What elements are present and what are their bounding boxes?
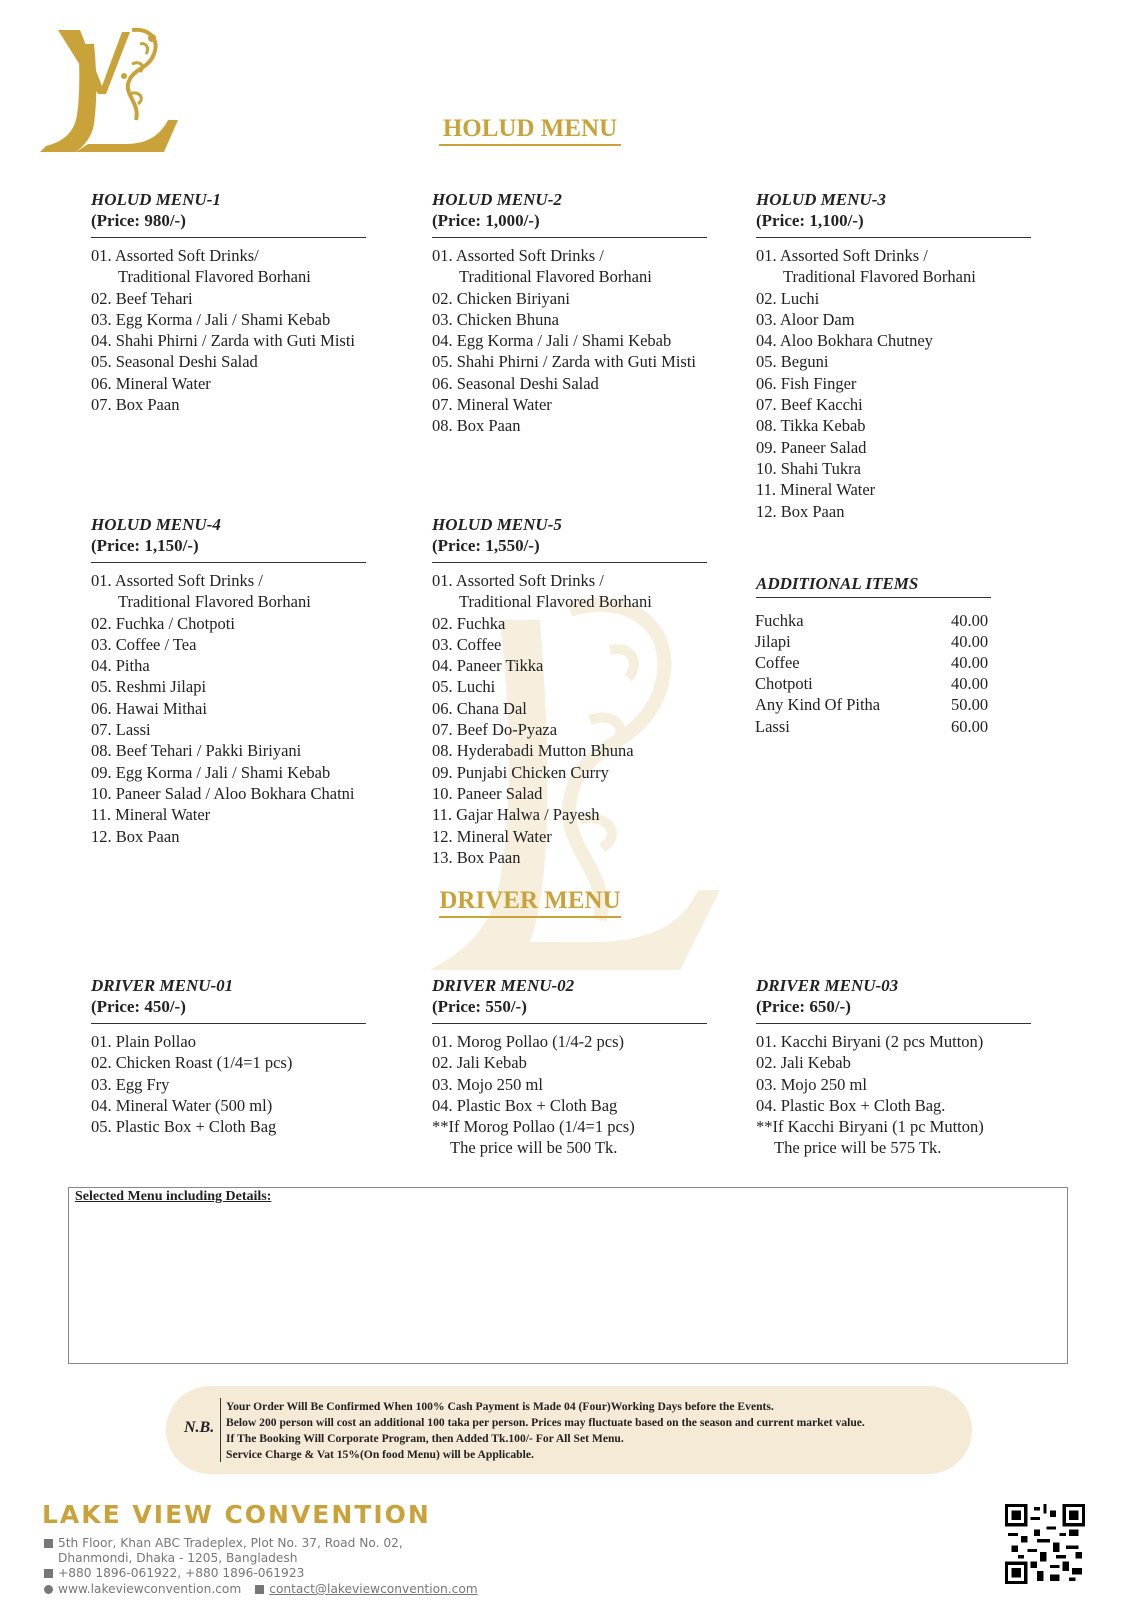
list-item: 06. Hawai Mithai [91,698,207,718]
list-item: 08. Hyderabadi Mutton Bhuna [432,741,634,761]
list-item: 02. Fuchka / Chotpoti [91,613,235,633]
nb-line: If The Booking Will Corporate Program, then Added Tk.100/- For All Set Menu. [226,1432,624,1445]
list-item: 08. Tikka Kebab [756,416,866,436]
list-item: 02. Chicken Roast (1/4=1 pcs) [91,1053,293,1073]
location-icon [44,1539,53,1548]
menu-title: DRIVER MENU-02 [432,976,575,995]
list-item: 04. Shahi Phirni / Zarda with Guti Misti [91,331,355,351]
list-item: 09. Egg Korma / Jali / Shami Kebab [91,762,331,782]
list-item: 05. Plastic Box + Cloth Bag [91,1117,277,1137]
list-item: 05. Beguni [756,352,829,372]
list-item: 09. Punjabi Chicken Curry [432,762,609,782]
holud-menu-2 [432,189,722,437]
list-item: 07. Lassi [91,720,151,740]
list-item: 02. Fuchka [432,613,506,633]
list-item: 05. Seasonal Deshi Salad [91,352,258,372]
list-item: **If Morog Pollao (1/4=1 pcs) The price will be 500 Tk. [432,1117,635,1158]
list-item: 01. Assorted Soft Drinks / Traditional Flavored Borhani [756,246,976,287]
list-item: 04. Egg Korma / Jali / Shami Kebab [432,331,672,351]
selected-menu-label: Selected Menu including Details: [75,1189,272,1204]
lake-view-logo [36,24,186,159]
list-item: 12. Box Paan [91,826,180,846]
holud-menu-4 [91,514,381,847]
list-item: 04. Mineral Water (500 ml) [91,1095,273,1115]
menu-title: HOLUD MENU-2 [432,190,562,209]
list-item: 11. Mineral Water [91,805,211,825]
menu-price: (Price: 1,550/-) [432,536,540,555]
list-item: 03. Coffee [432,634,502,654]
list-item: 01. Assorted Soft Drinks / Traditional Flavored Borhani [91,571,311,612]
list-item: 12. Box Paan [756,501,845,521]
footer-email[interactable]: contact@lakeviewconvention.com [269,1582,478,1596]
nb-note [166,1386,972,1474]
driver-menu-02 [432,975,722,1159]
list-item: 03. Mojo 250 ml [756,1074,867,1094]
menu-price: (Price: 1,150/-) [91,536,199,555]
menu-price: (Price: 980/-) [91,211,186,230]
list-item: 07. Box Paan [91,395,180,415]
list-item: 03. Aloor Dam [756,309,855,329]
list-item: 04. Plastic Box + Cloth Bag. [756,1095,946,1115]
list-item: 03. Mojo 250 ml [432,1074,543,1094]
list-item: 08. Beef Tehari / Pakki Biriyani [91,741,302,761]
nb-line: Service Charge & Vat 15%(On food Menu) will be Applicable. [226,1448,534,1461]
menu-price: (Price: 650/-) [756,997,851,1016]
menu-title: HOLUD MENU-5 [432,515,562,534]
list-item: 11. Mineral Water [756,480,876,500]
driver-menu-03 [756,975,1046,1159]
holud-menu-1 [91,189,381,415]
list-item: 06. Fish Finger [756,373,857,393]
menu-title: HOLUD MENU-3 [756,190,886,209]
list-item: 07. Beef Do-Pyaza [432,720,558,740]
list-item: 07. Mineral Water [432,395,552,415]
list-item: 04. Pitha [91,656,150,676]
list-item: 03. Egg Korma / Jali / Shami Kebab [91,309,331,329]
menu-price: (Price: 550/-) [432,997,527,1016]
driver-menu-01 [91,975,381,1137]
list-item: 06. Chana Dal [432,698,527,718]
list-item: 02. Beef Tehari [91,288,193,308]
phone-icon [44,1569,53,1578]
menu-title: HOLUD MENU-4 [91,515,221,534]
list-item: **If Kacchi Biryani (1 pc Mutton) The price will be 575 Tk. [756,1117,984,1158]
list-item: 03. Egg Fry [91,1074,170,1094]
holud-menu-5 [432,514,722,868]
additional-items-title: ADDITIONAL ITEMS [756,574,919,593]
qr-code-icon [1005,1504,1085,1584]
list-item: 07. Beef Kacchi [756,395,863,415]
list-item: 05. Reshmi Jilapi [91,677,207,697]
holud-menu-title: HOLUD MENU [439,115,621,146]
list-item: 09. Paneer Salad [756,437,867,457]
menu-title: DRIVER MENU-03 [756,976,899,995]
list-item: 04. Plastic Box + Cloth Bag [432,1095,618,1115]
footer-brand-name: LAKE VIEW CONVENTION [42,1500,431,1529]
list-item: 02. Jali Kebab [432,1053,527,1073]
list-item: 12. Mineral Water [432,826,552,846]
footer-address-line2: Dhanmondi, Dhaka - 1205, Bangladesh [58,1551,298,1565]
list-item: 06. Mineral Water [91,373,211,393]
globe-icon [44,1585,53,1594]
footer-address-line1: 5th Floor, Khan ABC Tradeplex, Plot No. 37, Road No. 02, [58,1536,403,1550]
menu-price: (Price: 1,000/-) [432,211,540,230]
list-item: 13. Box Paan [432,847,521,867]
menu-price: (Price: 450/-) [91,997,186,1016]
selected-menu-box[interactable] [68,1187,1068,1364]
list-item: 08. Box Paan [432,416,521,436]
menu-price: (Price: 1,100/-) [756,211,864,230]
driver-menu-title: DRIVER MENU [439,887,621,918]
list-item: 10. Shahi Tukra [756,458,861,478]
list-item: 01. Assorted Soft Drinks/ Traditional Flavored Borhani [91,246,311,287]
mail-icon [255,1585,264,1594]
list-item: 11. Gajar Halwa / Payesh [432,805,600,825]
list-item: 02. Chicken Biriyani [432,288,570,308]
list-item: 02. Jali Kebab [756,1053,851,1073]
list-item: 04. Aloo Bokhara Chutney [756,331,933,351]
nb-line: Your Order Will Be Confirmed When 100% Cash Payment is Made 04 (Four)Working Days before the Events. [226,1400,774,1413]
nb-label: N.B. [184,1419,215,1436]
holud-menu-3 [756,189,1046,522]
list-item: 01. Assorted Soft Drinks / Traditional Flavored Borhani [432,571,652,612]
list-item: 06. Seasonal Deshi Salad [432,373,599,393]
list-item: 01. Assorted Soft Drinks / Traditional Flavored Borhani [432,246,652,287]
list-item: 10. Paneer Salad / Aloo Bokhara Chatni [91,783,355,803]
footer-website[interactable]: www.lakeviewconvention.com [58,1582,242,1596]
list-item: 03. Chicken Bhuna [432,309,559,329]
list-item: 02. Luchi [756,288,820,308]
menu-title: HOLUD MENU-1 [91,190,221,209]
list-item: 01. Morog Pollao (1/4-2 pcs) [432,1032,625,1051]
footer-phone: +880 1896-061922, +880 1896-061923 [58,1566,305,1580]
list-item: 01. Kacchi Biryani (2 pcs Mutton) [756,1032,984,1051]
list-item: 04. Paneer Tikka [432,656,544,676]
list-item: 10. Paneer Salad [432,783,543,803]
nb-line: Below 200 person will cost an additional 100 taka per person. Prices may fluctuate based on the season and current market value. [226,1416,865,1429]
list-item: 05. Luchi [432,677,496,697]
list-item: 01. Plain Pollao [91,1032,196,1051]
list-item: 03. Coffee / Tea [91,634,197,654]
menu-title: DRIVER MENU-01 [91,976,234,995]
list-item: 05. Shahi Phirni / Zarda with Guti Misti [432,352,696,372]
